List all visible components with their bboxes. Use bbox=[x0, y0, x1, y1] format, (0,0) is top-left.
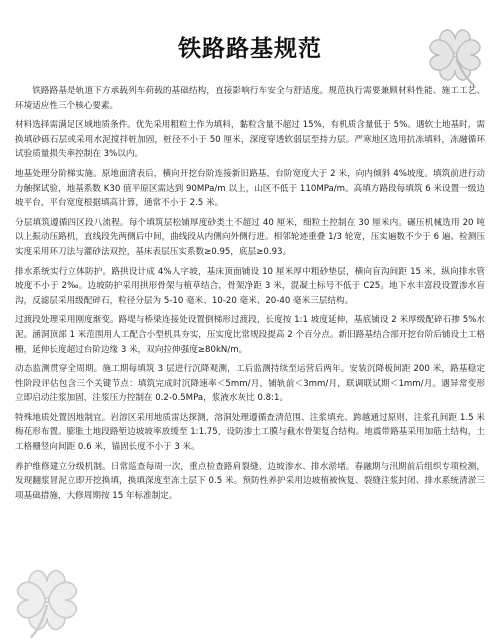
document-body bbox=[15, 84, 485, 508]
paragraph-layered-filling: 分层填筑遵循四区段八流程。每个填筑层松铺厚度砂类土不超过 40 厘米，细粒土控制在 30 厘米内。碾压机械选用 20 吨以上振动压路机，直线段先两侧后中间，曲线段从内侧向外侧行进。相邻轮迹重叠 1/3 轮宽，压实遍数不少于 6 遍。检测压实度采用环刀法与灌砂法双控，基床表层压实系数≥0.95，底层≥0.93。 bbox=[15, 217, 485, 257]
paragraph-maintenance: 养护维修建立分级机制。日常巡查每周一次，重点检查路肩裂缝、边坡渗水、排水淤堵。春融期与汛期前后组织专项检测，发现翻浆冒泥立即开挖换填，换填深度至冻土层下 0.5 米。预防性养护采用边坡植被恢复、裂缝注浆封闭、排水系统清淤三项基础措施，大修周期按 15 年标准制定。 bbox=[15, 461, 485, 501]
paragraph-transition: 过渡段处理采用刚度渐变。路堤与桥梁连接处设置倒梯形过渡段，长度按 1:1 坡度延伸，基底铺设 2 米厚级配碎石掺 5%水泥。涵洞顶部 1 米范围用人工配合小型机具夯实，压实度比常规段提高 2 个百分点。新旧路基结合部开挖台阶后铺设土工格栅，延伸长度超过台阶边缘 3 米，双向拉伸强度≥80kN/m。 bbox=[15, 315, 485, 355]
paragraph-monitoring: 动态监测贯穿全周期。施工期每填筑 3 层进行沉降观测，工后监测持续至运营后两年。安装沉降板间距 200 米，路基稳定性阶段评估包含三个关键节点：填筑完成时沉降速率＜5mm/月，铺轨前＜3mm/月，联调联试期＜1mm/月。遇异常变形立即启动注浆加固，注浆压力控制在 0.2-0.5MPa，浆液水灰比 0.8:1。 bbox=[15, 364, 485, 404]
page-title: 铁路路基规范 bbox=[178, 36, 322, 62]
paragraph-drainage: 排水系统实行立体防护。路拱设计成 4%人字坡，基床顶面铺设 10 厘米厚中粗砂垫层，横向盲沟间距 15 米，纵向排水管坡度不小于 2‰。边坡防护采用拱形骨架与植草结合，骨架净距 3 米，混凝土标号不低于 C25。地下水丰富段设置渗水盲沟，反滤层采用级配碎石，粒径分层为 5-10 毫米、10-20 毫米、20-40 毫米三层结构。 bbox=[15, 266, 485, 306]
paragraph-foundation: 地基处理分阶梯实施。原地面清表后，横向开挖台阶连接新旧路基，台阶宽度大于 2 米，向内倾斜 4%坡度。填筑前进行动力触探试验，地基系数 K30 值平原区需达到 90MPa/m 以上，山区不低于 110MPa/m。高填方路段每填筑 6 米设置一级边坡平台，平台宽度根据填高计算，通常不小于 2.5 米。 bbox=[15, 168, 485, 209]
paragraph-intro: 铁路路基是轨道下方承载列车荷载的基础结构，直接影响行车安全与舒适度。规范执行需要兼顾材料性能、施工工艺、环境适应性三个核心要素。 bbox=[15, 86, 485, 111]
paragraph-special-geology: 特殊地质处置因地制宜。岩溶区采用地质雷达探测，溶洞处理遵循查清范围、注浆填充、跨越通过原则，注浆孔间距 1.5 米梅花形布置。膨胀土地段路堑边坡坡率放缓至 1:1.75，设防渗土工膜与截水骨架复合结构。地震带路基采用加筋土结构，土工格栅竖向间距 0.6 米，锚固长度不小于 3 米。 bbox=[15, 412, 485, 453]
paragraph-materials: 材料选择需满足区域地质条件。优先采用粗粒土作为填料，黏粒含量不超过 15%，有机质含量低于 5%。遇软土地基时，需换填砂砾石层或采用水泥搅拌桩加固，桩径不小于 50 厘米，深度穿透软弱层至持力层。严寒地区选用抗冻填料，冻融循环试验质量损失率控制在 3%以内。 bbox=[15, 120, 485, 160]
four-leaf-clover-icon bbox=[6, 559, 88, 641]
